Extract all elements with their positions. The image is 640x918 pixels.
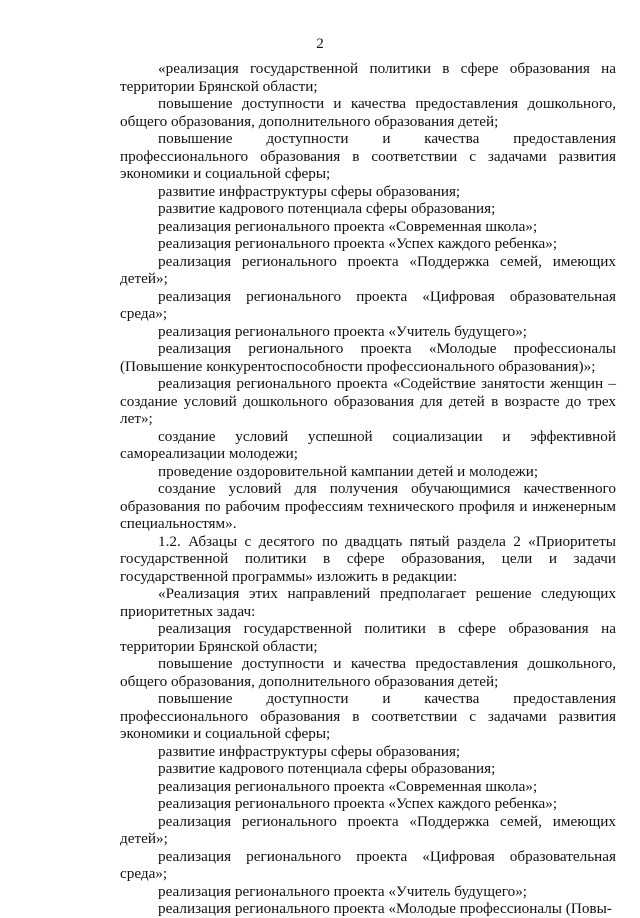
- paragraph: проведение оздоровительной кампании детей и молодежи;: [158, 462, 539, 480]
- paragraph: повышение доступности и качества предоставления профессионального образования в соответствии с задачами развития экономики и социальной сферы;: [120, 690, 616, 742]
- paragraph: реализация регионального проекта «Современная школа»;: [158, 217, 538, 235]
- document-body: [120, 60, 616, 918]
- paragraph: повышение доступности и качества предоставления дошкольного, общего образования, дополнительного образования детей;: [120, 95, 616, 130]
- paragraph: «Реализация этих направлений предполагает решение следующих приоритетных задач:: [120, 585, 616, 620]
- paragraph: реализация регионального проекта «Поддержка семей, имеющих детей»;: [120, 812, 616, 847]
- paragraph: реализация регионального проекта «Цифровая образовательная среда»;: [120, 847, 616, 882]
- paragraph: реализация регионального проекта «Успех каждого ребенка»;: [158, 235, 558, 252]
- paragraph: реализация государственной политики в сфере образования на территории Брянской области;: [120, 620, 616, 655]
- paragraph: реализация регионального проекта «Поддержка семей, имеющих детей»;: [120, 252, 616, 287]
- paragraph: реализация регионального проекта «Молодые профессионалы (Повышение конкурентоспособности профессионального образования)»;: [120, 340, 616, 375]
- paragraph: реализация регионального проекта «Молодые профессионалы (Повы-: [158, 900, 612, 917]
- paragraph: реализация регионального проекта «Цифровая образовательная среда»;: [120, 287, 616, 322]
- numbered-paragraph: 1.2. Абзацы с десятого по двадцать пятый раздела 2 «Приоритеты государственной политики в сфере образования, цели и задачи государственной программы» изложить в редакции:: [120, 532, 616, 585]
- paragraph: реализация регионального проекта «Успех каждого ребенка»;: [158, 795, 558, 812]
- paragraph: развитие инфраструктуры сферы образования;: [158, 742, 461, 760]
- paragraph: повышение доступности и качества предоставления профессионального образования в соответствии с задачами развития экономики и социальной сферы;: [120, 130, 616, 182]
- paragraph: создание условий для получения обучающимися качественного образования по рабочим профессиям технического профиля и инженерным специальностям».: [120, 480, 616, 532]
- paragraph: реализация регионального проекта «Современная школа»;: [158, 777, 538, 795]
- paragraph: повышение доступности и качества предоставления дошкольного, общего образования, дополнительного образования детей;: [120, 655, 616, 690]
- paragraph: развитие кадрового потенциала сферы образования;: [158, 760, 496, 777]
- paragraph: развитие инфраструктуры сферы образования;: [158, 182, 461, 200]
- paragraph: реализация регионального проекта «Учитель будущего»;: [158, 882, 528, 900]
- page-number: 2: [316, 36, 324, 52]
- paragraph: реализация регионального проекта «Содействие занятости женщин – создание условий дошкольного образования для детей в возрасте до трех лет»;: [120, 375, 616, 427]
- paragraph: развитие кадрового потенциала сферы образования;: [158, 200, 496, 217]
- paragraph: реализация регионального проекта «Учитель будущего»;: [158, 322, 528, 340]
- paragraph: «реализация государственной политики в сфере образования на территории Брянской области;: [120, 60, 616, 95]
- paragraph: создание условий успешной социализации и эффективной самореализации молодежи;: [120, 427, 616, 462]
